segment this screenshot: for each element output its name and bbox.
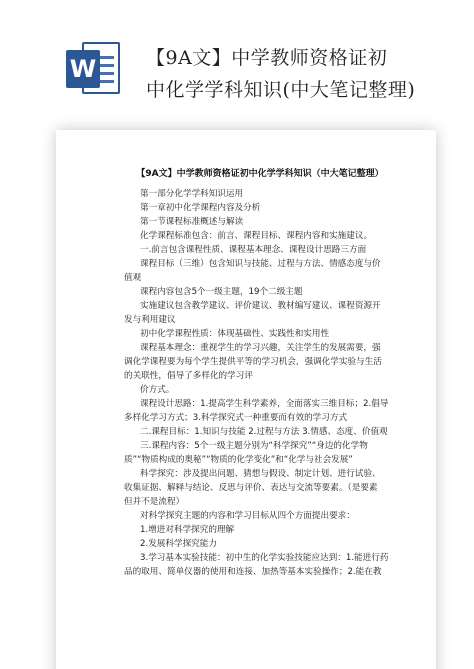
document-title: 【9A文】中学教师资格证初中化学学科知识（中大笔记整理） bbox=[136, 169, 384, 179]
doc-line: 科学探究：涉及提出问题、猜想与假设、制定计划、进行试验、 bbox=[140, 469, 381, 479]
doc-line: 二.课程目标：1.知识与技能 2.过程与方法 3.情感、态度、价值观 bbox=[140, 427, 388, 437]
doc-line: 实施建议包含教学建议、评价建议、教材编写建议、课程资源开 bbox=[140, 301, 381, 311]
doc-line: 课程内容包含5个一级主题，19个二级主题 bbox=[140, 287, 303, 297]
doc-line: 的关联性，倡导了多样化的学习评 bbox=[124, 371, 253, 381]
doc-line: 2.发展科学探究能力 bbox=[140, 539, 217, 549]
doc-line: 初中化学课程性质：体现基础性、实践性和实用性 bbox=[140, 329, 330, 339]
doc-line: 多样化学习方式；3.科学探究式一种重要而有效的学习方式 bbox=[124, 413, 348, 423]
doc-line: 发与利用建议 bbox=[124, 315, 176, 325]
doc-line: 化学课程标准包含：前言、课程目标、课程内容和实施建议。 bbox=[140, 231, 373, 241]
doc-line: 第一章初中化学课程内容及分析 bbox=[140, 203, 261, 213]
doc-line: 课程目标（三维）包含知识与技能、过程与方法、情感态度与价 bbox=[140, 259, 381, 269]
doc-line: 品的取用、简单仪器的使用和连接、加热等基本实验操作；2.能在教 bbox=[124, 567, 382, 577]
doc-line: 调化学课程要为每个学生提供平等的学习机会，强调化学实验与生活 bbox=[124, 357, 382, 367]
doc-line: 一.前言包含课程性质、课程基本理念、课程设计思路三方面 bbox=[140, 245, 367, 255]
doc-line: 三.课程内容：5个一级主题分别为“科学探究”“身边的化学物 bbox=[140, 441, 368, 451]
doc-line: 第一部分化学学科知识运用 bbox=[140, 189, 244, 199]
doc-line: 值观 bbox=[124, 273, 142, 283]
doc-line: 3.学习基本实验技能：初中生的化学实验技能应达到：1.能进行药 bbox=[140, 553, 389, 563]
doc-line: 课程设计思路：1.提高学生科学素养，全面落实三维目标；2.倡导 bbox=[140, 399, 389, 409]
doc-line: 但并不是流程） bbox=[124, 497, 185, 507]
doc-line: 1.增进对科学探究的理解 bbox=[140, 525, 235, 535]
doc-line: 第一节课程标准概述与解读 bbox=[140, 217, 244, 227]
doc-line: 质”“物质构成的奥秘”“物质的化学变化”和“化学与社会发展” bbox=[124, 455, 353, 465]
doc-line: 收集证据、解释与结论、反思与评价、表达与交流等要素。（是要素 bbox=[124, 483, 378, 493]
page-title-line-1: 【9A文】中学教师资格证初 bbox=[146, 47, 388, 69]
doc-line: 价方式。 bbox=[140, 385, 175, 395]
doc-line: 对科学探究主题的内容和学习目标从四个方面提出要求： bbox=[140, 511, 355, 521]
doc-line: 课程基本理念：重视学生的学习兴趣，关注学生的发展需要，强 bbox=[140, 343, 381, 353]
word-w-icon: W bbox=[66, 50, 100, 88]
page-title-line-2: 中化学学科知识(中大笔记整理) bbox=[146, 79, 416, 101]
